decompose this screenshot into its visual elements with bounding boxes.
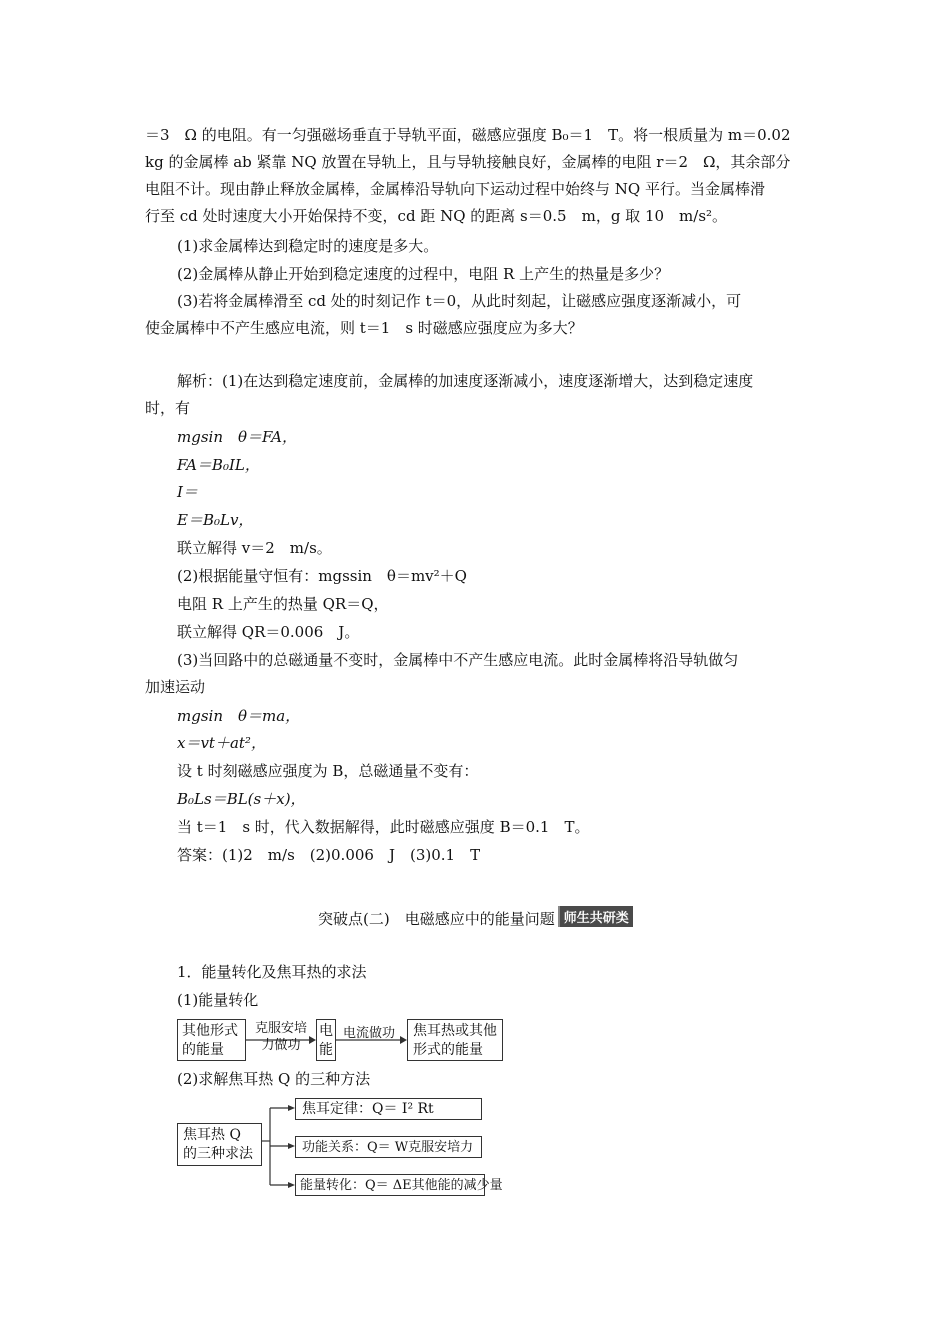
- question-1: (1)求金属棒达到稳定时的速度是多大。: [177, 237, 439, 255]
- solution-line: (3)当回路中的总磁通量不变时，金属棒中不产生感应电流。此时金属棒将沿导轨做匀: [177, 651, 739, 669]
- subheading: (1)能量转化: [177, 991, 259, 1009]
- solution-line: 联立解得 v＝2 m/s。: [177, 539, 332, 557]
- question-2: (2)金属棒从静止开始到稳定速度的过程中，电阻 R 上产生的热量是多少？: [177, 265, 670, 283]
- flow-label-ampere-work: 克服安培力做功: [254, 1021, 307, 1053]
- paragraph-line: 行至 cd 处时速度大小开始保持不变，cd 距 NQ 的距离 s＝0.5 m，g 取 10 m/s²。: [145, 207, 728, 225]
- method-work-energy: 功能关系：Q＝ W克服安培力: [295, 1136, 482, 1158]
- subheading: (2)求解焦耳热 Q 的三种方法: [177, 1070, 371, 1088]
- solution-line: 加速运动: [145, 678, 206, 696]
- subheading: 1．能量转化及焦耳热的求法: [177, 963, 367, 981]
- section-title: 突破点(二) 电磁感应中的能量问题: [318, 910, 555, 928]
- equation: mgsin θ＝ma，: [177, 707, 301, 725]
- solution-line: 解析：(1)在达到稳定速度前，金属棒的加速度逐渐减小，速度逐渐增大，达到稳定速度: [177, 372, 754, 390]
- equation: mgsin θ＝FA，: [177, 428, 297, 446]
- paragraph-line: kg 的金属棒 ab 紧靠 NQ 放置在导轨上，且与导轨接触良好，金属棒的电阻 r＝2 Ω，其余部分: [145, 153, 791, 171]
- solution-line: 时，有: [145, 399, 191, 417]
- solution-line: 当 t＝1 s 时，代入数据解得，此时磁感应强度 B＝0.1 T。: [177, 818, 590, 836]
- solution-line: 电阻 R 上产生的热量 QR＝Q，: [177, 595, 389, 613]
- section-heading: [318, 906, 633, 929]
- solution-line: (2)根据能量守恒有：mgssin θ＝mv²＋Q: [177, 567, 467, 585]
- question-3: (3)若将金属棒滑至 cd 处的时刻记作 t＝0，从此时刻起，让磁感应强度逐渐减小，可: [177, 292, 742, 310]
- flow-box-electric-energy: 电能: [316, 1019, 336, 1061]
- equation: x＝vt＋at²，: [177, 734, 266, 752]
- paragraph-line: 使金属棒中不产生感应电流，则 t＝1 s 时磁感应强度应为多大？: [145, 319, 583, 337]
- equation: E＝B₀Lv，: [177, 511, 254, 529]
- method-joule-law: 焦耳定律：Q＝ I² Rt: [295, 1098, 482, 1120]
- solution-line: 设 t 时刻磁感应强度为 B，总磁通量不变有：: [177, 762, 479, 780]
- paragraph-line: ＝3 Ω 的电阻。有一匀强磁场垂直于导轨平面，磁感应强度 B₀＝1 T。将一根质量为 m＝0.02: [145, 126, 791, 144]
- method-energy-conversion: 能量转化：Q＝ ΔE其他能的减少量: [295, 1174, 485, 1196]
- flow-box-joule-heat: 焦耳热或其他形式的能量: [407, 1019, 503, 1061]
- equation: FA＝B₀IL，: [177, 456, 260, 474]
- paragraph-line: 电阻不计。现由静止释放金属棒，金属棒沿导轨向下运动过程中始终与 NQ 平行。当金属棒滑: [145, 180, 765, 198]
- equation: I＝: [177, 483, 198, 501]
- flow-label-current-work: 电流做功: [343, 1026, 396, 1041]
- equation: B₀Ls＝BL(s＋x)，: [177, 790, 306, 808]
- tree-root-box: 焦耳热 Q 的三种求法: [177, 1123, 262, 1166]
- answer-line: 答案：(1)2 m/s (2)0.006 J (3)0.1 T: [177, 846, 481, 864]
- section-badge: 师生共研类: [558, 906, 633, 927]
- solution-line: 联立解得 QR＝0.006 J。: [177, 623, 360, 641]
- flow-box-other-energy: 其他形式的能量: [177, 1019, 246, 1061]
